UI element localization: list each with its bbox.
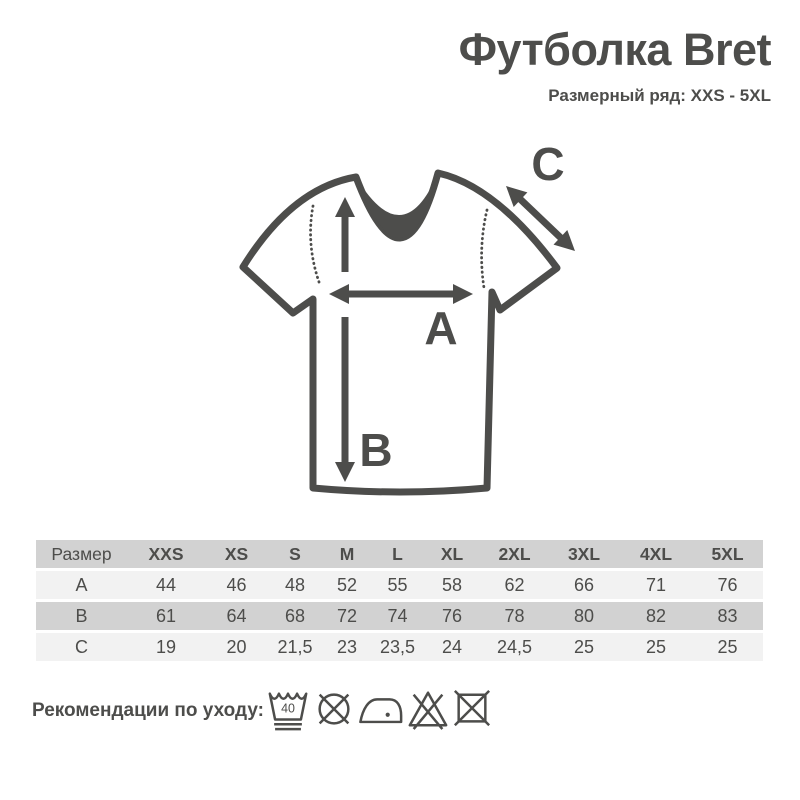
table-cell: 78	[481, 601, 548, 632]
table-cell: 25	[548, 632, 620, 663]
tshirt-measurement-diagram	[230, 140, 590, 500]
header	[459, 24, 771, 106]
table-cell: 24	[423, 632, 481, 663]
table-cell: 61	[127, 601, 205, 632]
column-header: M	[322, 540, 372, 570]
table-cell: 52	[322, 570, 372, 601]
column-header: S	[268, 540, 322, 570]
wash-temperature-label: 40	[281, 701, 295, 716]
column-header: 4XL	[620, 540, 692, 570]
column-header: L	[372, 540, 423, 570]
do-not-dry-clean-icon	[312, 686, 356, 732]
table-cell: 23,5	[372, 632, 423, 663]
measure-label-c: C	[531, 140, 565, 190]
table-cell: 24,5	[481, 632, 548, 663]
table-cell: 62	[481, 570, 548, 601]
table-cell: 46	[205, 570, 268, 601]
care-instructions-label: Рекомендации по уходу:	[32, 700, 264, 721]
table-cell: 76	[423, 601, 481, 632]
table-cell: 82	[620, 601, 692, 632]
care-icons-row	[266, 686, 492, 732]
table-cell: 48	[268, 570, 322, 601]
column-header: 2XL	[481, 540, 548, 570]
table-cell: 44	[127, 570, 205, 601]
table-cell: 68	[268, 601, 322, 632]
table-cell: 55	[372, 570, 423, 601]
table-header-row	[36, 540, 763, 570]
table-cell: 21,5	[268, 632, 322, 663]
column-header: XXS	[127, 540, 205, 570]
size-range-subtitle: Размерный ряд: XXS - 5XL	[548, 85, 771, 105]
column-header: XS	[205, 540, 268, 570]
table-cell: 58	[423, 570, 481, 601]
table-cell: 71	[620, 570, 692, 601]
table-cell: 64	[205, 601, 268, 632]
table-cell: 23	[322, 632, 372, 663]
measure-label-b: B	[359, 424, 393, 476]
column-header: 3XL	[548, 540, 620, 570]
table-row-b	[36, 601, 763, 632]
table-cell: 72	[322, 601, 372, 632]
measure-label-a: A	[424, 302, 458, 354]
table-row-c	[36, 632, 763, 663]
table-cell: 25	[620, 632, 692, 663]
table-cell: 74	[372, 601, 423, 632]
table-cell: 66	[548, 570, 620, 601]
column-header: XL	[423, 540, 481, 570]
row-label: C	[36, 632, 127, 663]
page-title: Футболка Bret	[458, 24, 771, 75]
do-not-bleach-icon	[406, 686, 450, 732]
row-label: A	[36, 570, 127, 601]
table-cell: 25	[692, 632, 763, 663]
table-cell: 19	[127, 632, 205, 663]
column-header-size: Размер	[36, 540, 127, 570]
size-table	[36, 540, 763, 664]
column-header: 5XL	[692, 540, 763, 570]
table-row-a	[36, 570, 763, 601]
iron-one-dot-icon	[358, 686, 404, 732]
table-cell: 83	[692, 601, 763, 632]
row-label: B	[36, 601, 127, 632]
table-cell: 76	[692, 570, 763, 601]
table-cell: 80	[548, 601, 620, 632]
wash-40-gentle-icon	[266, 686, 310, 732]
do-not-tumble-dry-icon	[452, 686, 492, 732]
table-cell: 20	[205, 632, 268, 663]
